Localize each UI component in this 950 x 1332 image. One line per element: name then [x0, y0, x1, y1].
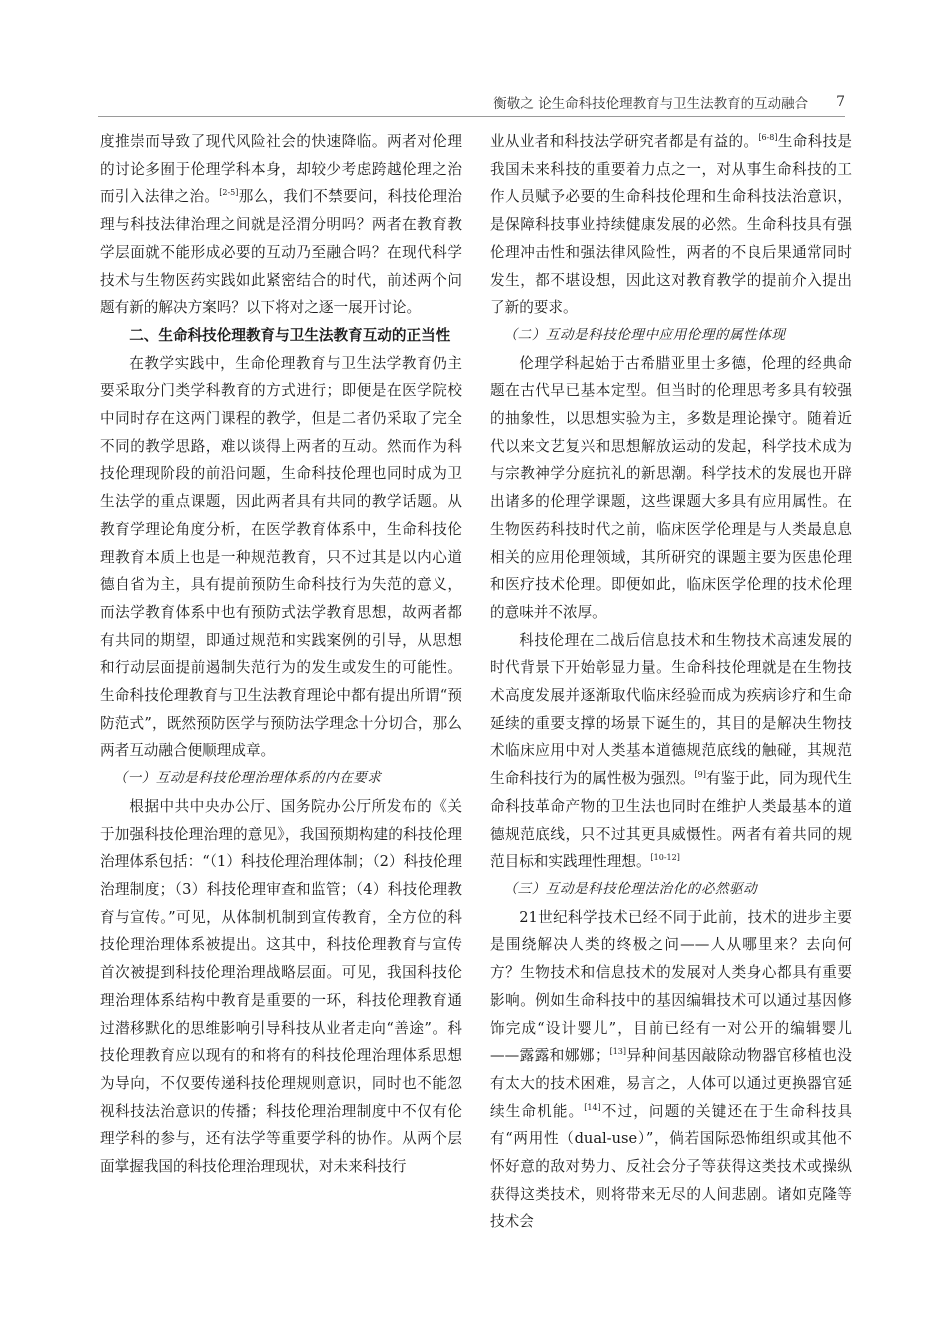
text-run: 业从业者和科技法学研究者都是有益的。	[490, 133, 759, 150]
left-column	[100, 128, 462, 1181]
section-heading: 二、生命科技伦理教育与卫生法教育互动的正当性	[129, 326, 451, 344]
citation: [9]	[694, 770, 706, 780]
paragraph	[490, 627, 852, 876]
subsection-heading: （三）互动是科技伦理法治化的必然驱动	[503, 880, 758, 897]
text-run: 那么，我们不禁要问，科技伦理治理与科技法律治理之间就是泾渭分明吗？两者在教育教学层面就不能形成必要的互动乃至融合吗？在现代科学技术与生物医药实践如此紧密结合的时代，前述两个问题有新的解决方案吗？以下将对之逐一展开讨论。	[100, 188, 462, 317]
text-run: 不过，问题的关键还在于生命科技具有“两用性（dual-use）”，倘若国际恐怖组织或其他不怀好意的敌对势力、反社会分子等获得这类技术或操纵获得这类技术，则将带来无尽的人间悲剧。诸如克隆等技术会	[490, 1102, 852, 1231]
text-run: 有鉴于此，同为现代生命科技革命产物的卫生法也同时在维护人类最基本的道德规范底线，只不过其更具威慑性。两者有着共同的规范目标和实践理性理想。	[490, 770, 852, 871]
running-header	[478, 90, 845, 114]
text-run: 度推崇而导致了现代风险社会的快速降临。两者对伦理的讨论多囿于伦理学科本身，却较少考虑跨越伦理之治而引入法律之治。	[100, 133, 462, 206]
text-run: 21世纪科学技术已经不同于此前，技术的进步主要是围绕解决人类的终极之问——人从哪里来？去向何方？生物技术和信息技术的发展对人类身心都具有重要影响。例如生命科技中的基因编辑技术可以通过基因修饰完成“设计婴儿”，目前已经有一对公开的编辑婴儿——露露和娜娜；	[490, 908, 852, 1065]
running-title: 衡敬之 论生命科技伦理教育与卫生法教育的互动融合	[493, 96, 809, 112]
paragraph: 在教学实践中，生命伦理教育与卫生法学教育仍主要采取分门类学科教育的方式进行；即便是在医学院校中同时存在这两门课程的教学，但是二者仍采取了完全不同的教学思路，难以谈得上两者的互动。然而作为科技伦理现阶段的前沿问题，生命科技伦理也同时成为卫生法学的重点课题，因此两者具有共同的教学话题。从教育学理论角度分析，在医学教育体系中，生命科技伦理教育本质上也是一种规范教育，只不过其是以内心道德自省为主，具有提前预防生命科技行为失范的意义，而法学教育体系中也有预防式法学教育思想，故两者都有共同的期望，即通过规范和实践案例的引导，从思想和行动层面提前遏制失范行为的发生或发生的可能性。生命科技伦理教育与卫生法教育理论中都有提出所谓“预防范式”，既然预防医学与预防法学理念十分切合，那么两者互动融合便顺理成章。	[100, 354, 462, 760]
citation: [2-5]	[219, 188, 239, 198]
subsection-heading: （二）互动是科技伦理中应用伦理的属性体现	[503, 326, 786, 343]
page-number: 7	[836, 94, 845, 110]
citation: [6-8]	[758, 133, 778, 142]
citation: [10-12]	[650, 853, 680, 863]
citation: [13]	[609, 1047, 626, 1057]
paragraph	[490, 128, 852, 322]
citation: [14]	[584, 1102, 601, 1112]
right-column	[490, 128, 852, 1236]
paragraph: 伦理学科起始于古希腊亚里士多德，伦理的经典命题在古代早已基本定型。但当时的伦理思考多具有较强的抽象性，以思想实验为主，多数是理论操守。随着近代以来文艺复兴和思想解放运动的发起，科学技术成为与宗教神学分庭抗礼的新思潮。科学技术的发展也开辟出诸多的伦理学课题，这些课题大多具有应用属性。在生物医药科技时代之前，临床医学伦理是与人类最息息相关的应用伦理领域，其所研究的课题主要为医患伦理和医疗技术伦理。即便如此，临床医学伦理的技术伦理的意味并不浓厚。	[490, 354, 852, 621]
header-rule	[98, 116, 845, 117]
subsection-heading: （一）互动是科技伦理治理体系的内在要求	[113, 770, 382, 787]
text-run: 科技伦理在二战后信息技术和生物技术高速发展的时代背景下开始彰显力量。生命科技伦理就是在生物技术高度发展并逐渐取代临床经验而成为疾病诊疗和生命延续的重要支撑的场景下诞生的，其目的是解决生物技术临床应用中对人类基本道德规范底线的触碰，其规范生命科技行为的属性极为强烈。	[490, 631, 852, 788]
text-run: 生命科技是我国未来科技的重要着力点之一，对从事生命科技的工作人员赋予必要的生命科技伦理和生命科技法治意识，是保障科技事业持续健康发展的必然。生命科技具有强伦理冲击性和强法律风险性，两者的不良后果通常同时发生，都不堪设想，因此这对教育教学的提前介入提出了新的要求。	[490, 133, 852, 317]
paragraph	[100, 128, 462, 322]
paragraph: 根据中共中央办公厅、国务院办公厅所发布的《关于加强科技伦理治理的意见》，我国预期构建的科技伦理治理体系包括：“（1）科技伦理治理体制；（2）科技伦理治理制度；（3）科技伦理审查和监管；（4）科技伦理教育与宣传。”可见，从体制机制到宣传教育，全方位的科技伦理治理体系被提出。这其中，科技伦理教育与宣传首次被提到科技伦理治理战略层面。可见，我国科技伦理治理体系结构中教育是重要的一环，科技伦理教育通过潜移默化的思维影响引导科技从业者走向“善途”。科技伦理教育应以现有的和将有的科技伦理治理体系思想为导向，不仅要传递科技伦理规则意识，同时也不能忽视科技法治意识的传播；科技伦理治理制度中不仅有伦理学科的参与，还有法学等重要学科的协作。从两个层面掌握我国的科技伦理治理现状，对未来科技行	[100, 797, 462, 1176]
paragraph	[490, 904, 852, 1236]
text-run: 异种间基因敲除动物器官移植也没有太大的技术困难，易言之，人体可以通过更换器官延续生命机能。	[490, 1047, 852, 1120]
